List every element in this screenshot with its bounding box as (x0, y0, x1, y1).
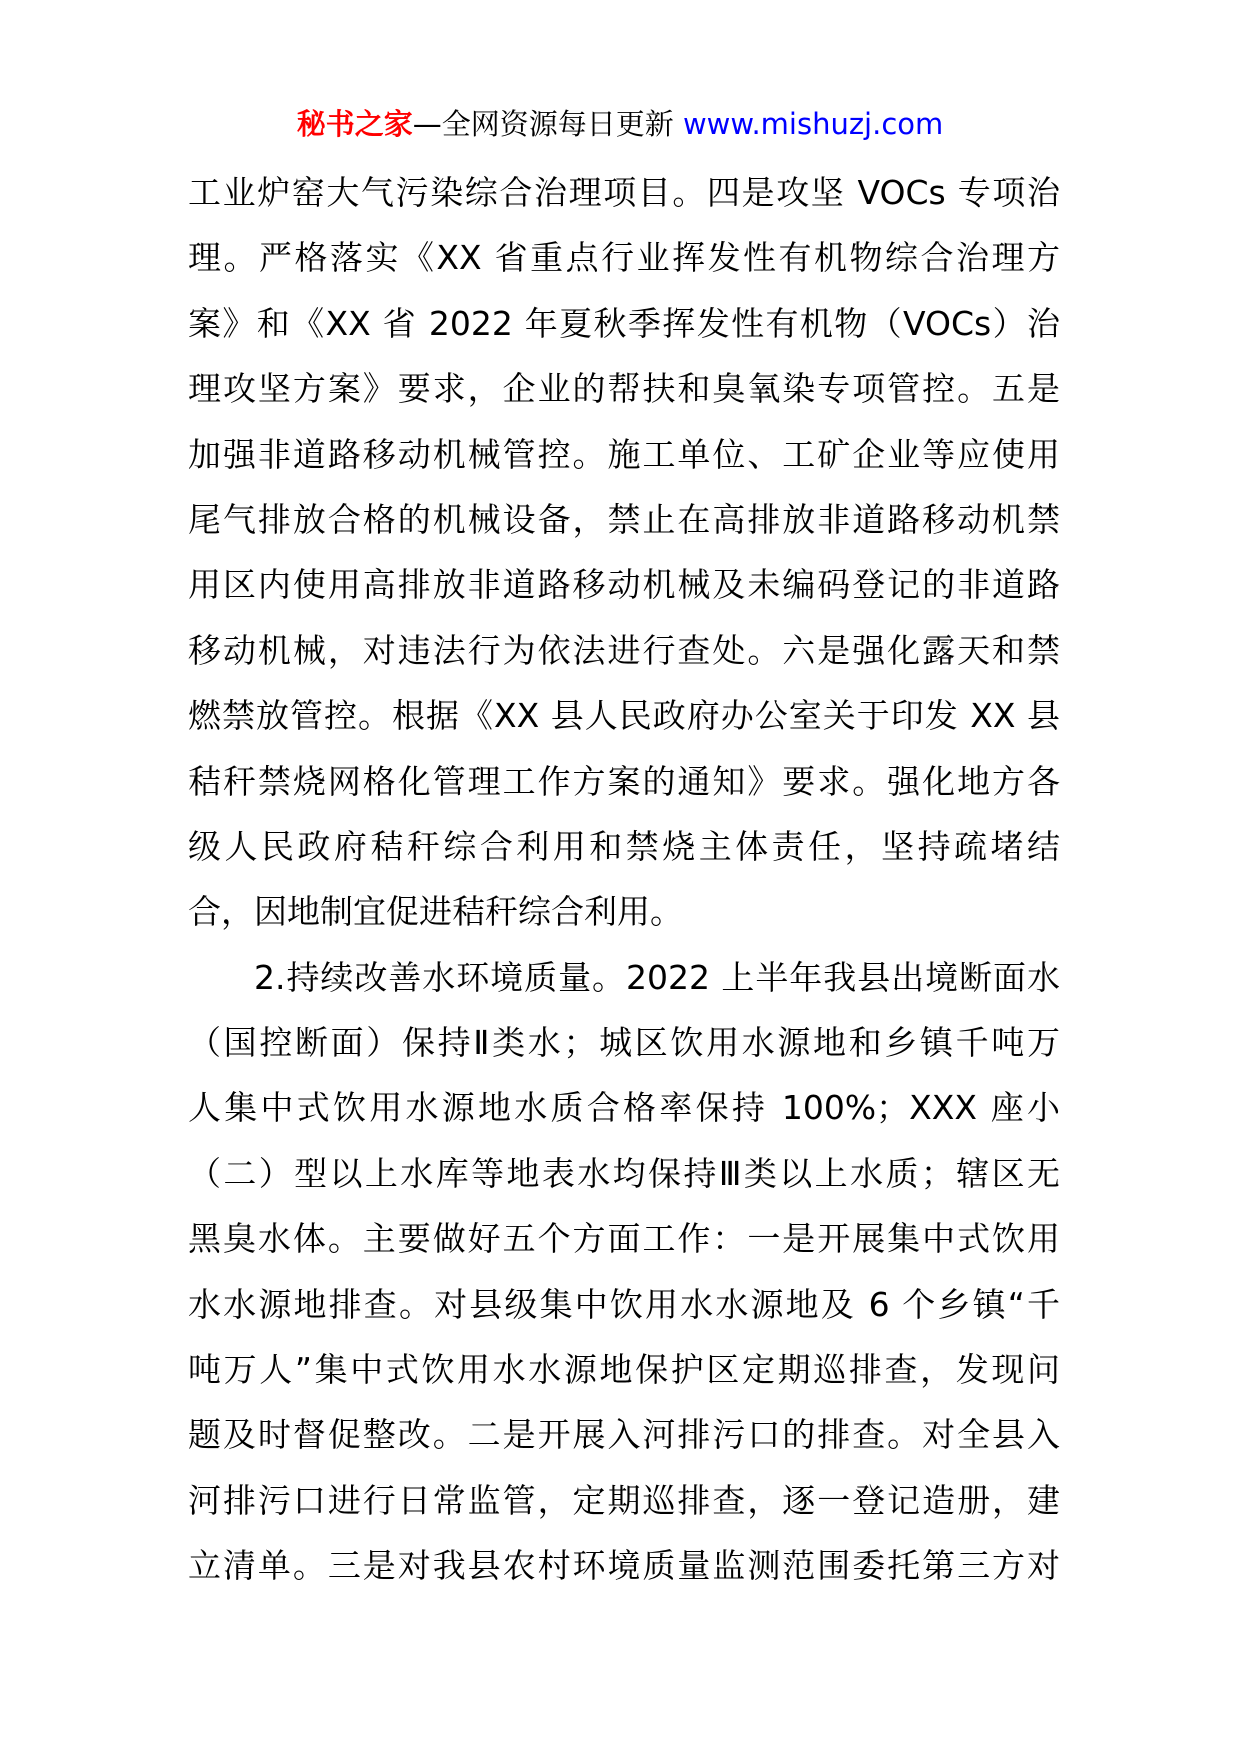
header-tagline: —全网资源每日更新 (412, 107, 674, 141)
text-line: 吨万人”集中式饮用水水源地保护区定期巡排查，发现问 (188, 1350, 1060, 1390)
site-header (0, 102, 1240, 146)
text-line: 河排污口进行日常监管，定期巡排查，逐一登记造册，建 (188, 1480, 1060, 1520)
text-line: 级人民政府秸秆综合利用和禁烧主体责任，坚持疏堵结 (188, 826, 1060, 866)
text-line: 人集中式饮用水源地水质合格率保持 100%；XXX 座小 (188, 1088, 1060, 1128)
text-line: 秸秆禁烧网格化管理工作方案的通知》要求。强化地方各 (188, 761, 1060, 801)
text-line: 用区内使用高排放非道路移动机械及未编码登记的非道路 (188, 565, 1060, 605)
text-line: 尾气排放合格的机械设备，禁止在高排放非道路移动机禁 (188, 499, 1060, 539)
document-body (188, 160, 1060, 1599)
text-line: 理攻坚方案》要求，企业的帮扶和臭氧染专项管控。五是 (188, 369, 1060, 409)
text-line: 合，因地制宜促进秸秆综合利用。 (188, 892, 683, 932)
paragraph-air-quality (188, 160, 1060, 945)
text-line: 2.持续改善水环境质量。2022 上半年我县出境断面水 (254, 957, 1060, 997)
paragraph-water-quality (188, 945, 1060, 1599)
site-url-link[interactable]: www.mishuzj.com (682, 107, 944, 141)
text-line: 案》和《XX 省 2022 年夏秋季挥发性有机物（VOCs）治 (188, 303, 1060, 343)
text-line: 工业炉窑大气污染综合治理项目。四是攻坚 VOCs 专项治 (188, 173, 1060, 212)
text-line: （二）型以上水库等地表水均保持Ⅲ类以上水质；辖区无 (188, 1153, 1060, 1193)
text-line: 燃禁放管控。根据《XX 县人民政府办公室关于印发 XX 县 (188, 696, 1060, 736)
text-line: 移动机械，对违法行为依法进行查处。六是强化露天和禁 (188, 630, 1060, 670)
text-line: 立清单。三是对我县农村环境质量监测范围委托第三方对 (188, 1546, 1060, 1586)
text-line: 理。严格落实《XX 省重点行业挥发性有机物综合治理方 (188, 238, 1060, 278)
text-line: （国控断面）保持Ⅱ类水；城区饮用水源地和乡镇千吨万 (188, 1023, 1060, 1063)
text-line: 黑臭水体。主要做好五个方面工作：一是开展集中式饮用 (188, 1219, 1060, 1259)
brand-name: 秘书之家 (296, 107, 413, 141)
text-line: 题及时督促整改。二是开展入河排污口的排查。对全县入 (188, 1415, 1060, 1455)
text-line: 水水源地排查。对县级集中饮用水水源地及 6 个乡镇“千 (188, 1284, 1060, 1324)
text-line: 加强非道路移动机械管控。施工单位、工矿企业等应使用 (188, 434, 1060, 474)
